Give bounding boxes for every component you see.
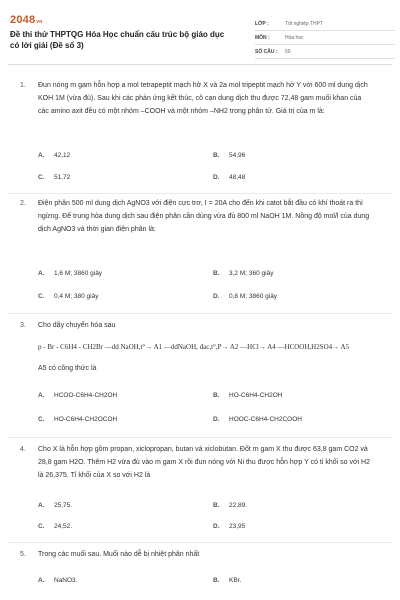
reaction-chain: p - Br - C6H4 - CH2Br —dd NaOH,t°→ A1 —ddNaOH, đac,t°,P→ A2 —HCl→ A4 —HCOOH,H2SO4→ A5: [38, 343, 350, 351]
question-divider: [8, 437, 392, 438]
site-logo[interactable]: 2048vn: [10, 14, 43, 26]
question-divider: [8, 542, 392, 543]
meta-key: SỐ CÂU :: [255, 48, 278, 55]
question-number: 4.: [20, 446, 26, 453]
meta-value: Hóa học: [285, 34, 304, 41]
question-divider: [8, 193, 392, 194]
question-number: 2.: [20, 200, 26, 207]
page-header: [0, 0, 400, 62]
option-c[interactable]: C. 51,72: [38, 174, 71, 181]
option-b[interactable]: B. 54,96: [213, 152, 246, 159]
question-text: Cho X là hỗn hợp gồm propan, xiclopropan, butan và xiclobutan. Đốt m gam X thu được 63,8 gam CO2 và 28,8 gam H2O. Thêm H2 vừa đủ vào m gam X rồi đun nóng với Ni thu được hỗn hợp Y có tỉ khối so với H2 là 26,375. Tỉ khối của X so với H2 là: [38, 446, 371, 479]
option-c[interactable]: C. HO-C6H4-CH2OCOH: [38, 416, 118, 423]
option-c[interactable]: C. 24,52.: [38, 523, 73, 530]
question-number: 5.: [20, 551, 26, 558]
meta-value: Tốt nghiệp THPT: [285, 20, 323, 27]
exam-meta: [255, 17, 395, 59]
option-d[interactable]: D. 0,8 M; 3860 giây: [213, 293, 278, 300]
option-d[interactable]: D. 48,48: [213, 174, 246, 181]
option-a[interactable]: A. 1,6 M; 3860 giây: [38, 270, 103, 277]
question-divider: [8, 313, 392, 314]
option-c[interactable]: C. 0,4 M; 380 giây: [38, 293, 99, 300]
meta-key: MÔN :: [255, 34, 270, 41]
meta-row-class: [255, 17, 395, 31]
meta-value: 50: [285, 48, 291, 55]
question-subtext: A5 có công thức là: [38, 365, 97, 372]
option-b[interactable]: B. 3,2 M; 360 giây: [213, 270, 274, 277]
option-b[interactable]: B. 22,89.: [213, 502, 248, 509]
meta-row-subject: [255, 31, 395, 45]
question-number: 1.: [20, 82, 26, 89]
question-text: Cho dãy chuyển hóa sau: [38, 322, 116, 329]
header-divider: [8, 64, 392, 65]
question-number: 3.: [20, 322, 26, 329]
option-a[interactable]: A. 42,12: [38, 152, 71, 159]
option-b[interactable]: B. KBr.: [213, 577, 242, 584]
exam-title: Đề thi thử THPTQG Hóa Học chuẩn cấu trúc bộ giáo dục có lời giải (Đề số 3): [10, 30, 225, 50]
question-text: Trong các muối sau. Muối nào dễ bị nhiệt phân nhất: [38, 551, 200, 558]
option-d[interactable]: D. 23,95: [213, 523, 246, 530]
meta-key: LỚP :: [255, 20, 269, 27]
option-a[interactable]: A. NaNO3.: [38, 577, 78, 584]
meta-row-count: [255, 45, 395, 59]
option-d[interactable]: D. HOOC-C6H4-CH2COOH: [213, 416, 302, 423]
question-text: Điện phân 500 ml dung dịch AgNO3 với điện cực trơ, I = 20A cho đến khi catot bắt đầu có khí thoát ra thì ngừng. Để trung hòa dung dịch sau điện phân cần dùng vừa đủ 800 ml NaOH 1M. Nồng độ mol/l của dung dịch AgNO3 và thời gian điện phân là:: [38, 200, 370, 233]
option-b[interactable]: B. HO-C6H4-CH2OH: [213, 392, 283, 399]
question-text: Đun nóng m gam hỗn hợp a mol tetrapeptit mạch hở X và 2a mol tripeptit mạch hở Y với 600 ml dung dịch KOH 1M (vừa đủ). Sau khi các phản ứng kết thúc, cô cạn dung dịch thu được 72,48 gam muối khan của các amino axit đều có một nhóm –COOH và một nhóm –NH2 trong phân tử. Giá trị của m là:: [38, 82, 368, 115]
option-a[interactable]: A. HCOO-C6H4-CH2OH: [38, 392, 118, 399]
option-a[interactable]: A. 25,75.: [38, 502, 73, 509]
